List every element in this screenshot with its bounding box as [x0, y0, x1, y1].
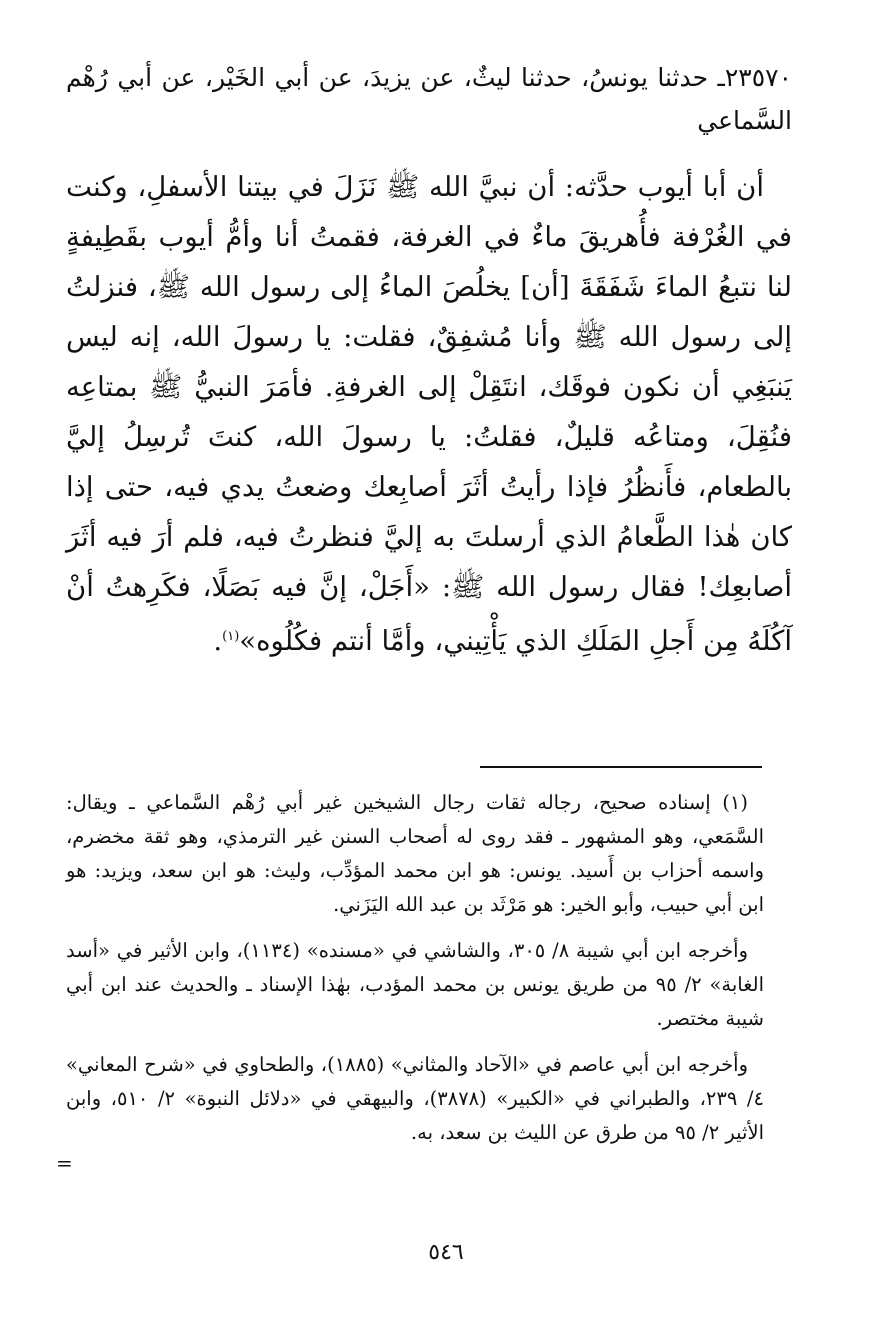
- footnotes: [66, 786, 764, 1162]
- hadith-end-period: .: [213, 625, 223, 658]
- hadith-isnad: ٢٣٥٧٠ـ حدثنا يونسُ، حدثنا ليثٌ، عن يزيدَ، عن أبي الخَيْر، عن أبي رُهْم السَّماعي: [66, 63, 792, 135]
- page-number: ٥٤٦: [428, 1240, 464, 1265]
- footnote-separator: [480, 766, 762, 768]
- footnote-paragraph: (١) إسناده صحيح، رجاله ثقات رجال الشيخين غير أبي رُهْم السَّماعي ـ ويقال: السَّمَعي، وهو المشهور ـ فقد روى له أصحاب السنن غير الترمذي، وهو ثقة مخضرم، واسمه أحزاب بن أَسيد. يونس: هو ابن محمد المؤدِّب، وليث: هو ابن سعد، ويزيد: هو ابن أبي حبيب، وأبو الخير: هو مَرْثَد بن عبد الله اليَزَني.: [66, 791, 764, 916]
- footnote-ref: (١): [222, 629, 240, 644]
- hadith-text: [66, 56, 792, 666]
- footnote-paragraph: وأخرجه ابن أبي شيبة ٨/ ٣٠٥، والشاشي في «مسنده» (١١٣٤)، وابن الأثير في «أسد الغابة» ٢/ ٩٥ من طريق يونس بن محمد المؤدب، بهٰذا الإسناد ـ والحديث عند ابن أبي شيبة مختصر.: [66, 939, 764, 1030]
- continuation-mark: =: [56, 1151, 73, 1175]
- footnote-paragraph: وأخرجه ابن أبي عاصم في «الآحاد والمثاني» (١٨٨٥)، والطحاوي في «شرح المعاني» ٤/ ٢٣٩، والطبراني في «الكبير» (٣٨٧٨)، والبيهقي في «دلائل النبوة» ٢/ ٥١٠، وابن الأثير ٢/ ٩٥ من طرق عن الليث بن سعد، به.: [66, 1053, 764, 1144]
- hadith-matn-text: أن أبا أيوب حدَّثه: أن نبيَّ الله ﷺ نَزَلَ في بيتنا الأسفلِ، وكنت في الغُرْفة فأُهريقَ ماءٌ في الغرفة، فقمتُ أنا وأمُّ أيوب بقَطِيفةٍ لنا نتبعُ الماءَ شَفَقَةَ [أن] يخلُصَ الماءُ إلى رسول الله ﷺ، فنزلتُ إلى رسول الله ﷺ وأنا مُشفِقٌ، فقلت: يا رسولَ الله، إنه ليس يَنبَغِي أن نكون فوقَك، انتَقِلْ إلى الغرفةِ. فأمَرَ النبيُّ ﷺ بمتاعِه فنُقِلَ، ومتاعُه قليلٌ، فقلتُ: يا رسولَ الله، كنتَ تُرسِلُ إليَّ بالطعام، فأَنظُرُ فإذا رأيتُ أثَرَ أصابِعك وضعتُ يدي فيه، حتى إذا كان هٰذا الطَّعامُ الذي أرسلتَ به إليَّ فنظرتُ فيه، فلم أرَ فيه أثَرَ أصابعِك! فقال رسول الله ﷺ: «أَجَلْ، إنَّ فيه بَصَلًا، فكَرِهتُ أنْ آكُلَهُ مِن أَجلِ المَلَكِ الذي يَأْتِيني، وأمَّا أنتم فكُلُوه»: [66, 171, 792, 658]
- hadith-matn: [66, 162, 792, 666]
